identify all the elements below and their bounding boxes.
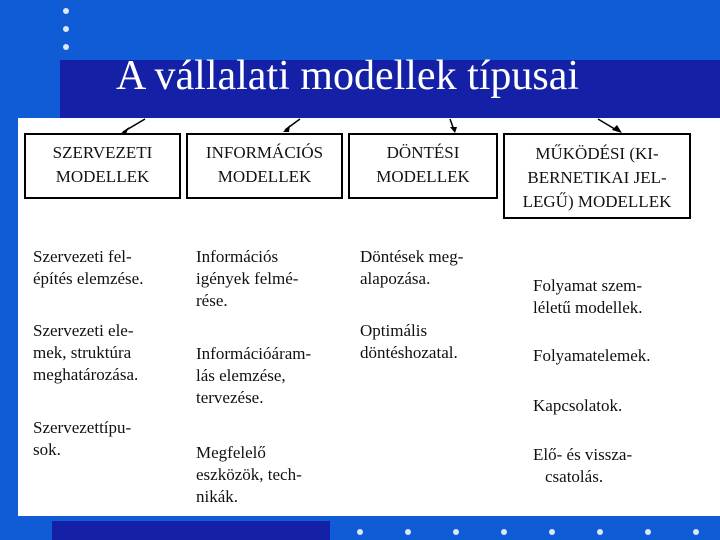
header-box-dontesi (348, 133, 498, 199)
decor-dot (453, 529, 459, 535)
list-item: Kapcsolatok. (533, 396, 623, 415)
arrowhead (283, 125, 290, 132)
header-line: LEGŰ) MODELLEK (522, 192, 672, 211)
header-line: SZERVEZETI (52, 143, 153, 162)
header-box-szervezeti (24, 133, 181, 199)
list-item: Szervezettípu- sok. (33, 418, 132, 459)
header-line: MODELLEK (217, 167, 312, 186)
decor-dot (549, 529, 555, 535)
list-item: Döntések meg- alapozása. (360, 247, 464, 288)
list-item: Szervezeti ele- mek, struktúra meghatározása. (33, 321, 139, 384)
decor-dot (405, 529, 411, 535)
decor-dot (693, 529, 699, 535)
slide-title: A vállalati modellek típusai (116, 53, 580, 99)
decor-dot (597, 529, 603, 535)
header-box-informacios (186, 133, 343, 199)
decor-dot (645, 529, 651, 535)
bottom-band (52, 521, 330, 540)
list-item: Optimális döntéshozatal. (360, 321, 458, 362)
decor-dot (501, 529, 507, 535)
header-line: INFORMÁCIÓS (205, 143, 324, 162)
header-line: BERNETIKAI JEL- (527, 168, 667, 187)
header-line: DÖNTÉSI (386, 143, 460, 162)
arrowhead (612, 125, 622, 133)
list-item: Megfelelő eszközök, tech- nikák. (196, 443, 302, 506)
list-item: Elő- és vissza- csatolás. (533, 445, 633, 486)
list-item: Folyamatelemek. (533, 346, 651, 365)
list-item: Folyamat szem- léletű modellek. (533, 276, 643, 317)
header-line: MODELLEK (55, 167, 150, 186)
decor-dot (357, 529, 363, 535)
list-item: Szervezeti fel- építés elemzése. (33, 247, 144, 288)
list-item: Információáram- lás elemzése, tervezése. (196, 344, 312, 407)
header-line: MODELLEK (376, 167, 470, 186)
header-box-mukodesi (503, 133, 691, 219)
header-line: MŰKÖDÉSI (KI- (535, 144, 659, 163)
list-item: Információs igények felmé- rése. (196, 247, 299, 310)
